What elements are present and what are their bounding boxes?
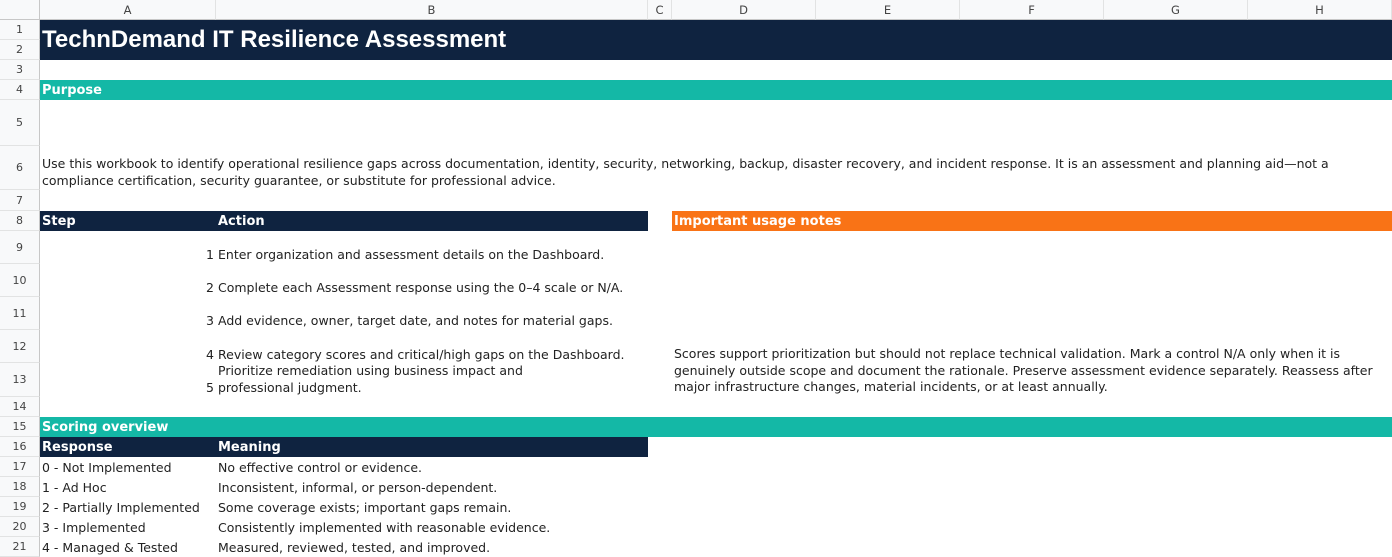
meaning-column-header[interactable]: Meaning — [218, 439, 281, 455]
row-header-2[interactable]: 2 — [0, 40, 40, 60]
scoring-response[interactable]: 3 - Implemented — [42, 520, 146, 535]
purpose-text[interactable]: Use this workbook to identify operational resilience gaps across documentation, identity, security, networking, backup, disaster recovery, and incident response. It is an assessment and planning aid—not a compliance certification, security guarantee, or substitute for professional advice. — [42, 156, 1329, 188]
row-header-21[interactable]: 21 — [0, 537, 40, 557]
page-title: TechnDemand IT Resilience Assessment — [42, 26, 507, 53]
response-column-header[interactable]: Response — [42, 439, 113, 455]
scoring-response[interactable]: 0 - Not Implemented — [42, 460, 172, 475]
scoring-table-header — [40, 437, 648, 457]
step-number[interactable]: 1 — [206, 247, 214, 262]
title-cell[interactable] — [40, 20, 1392, 60]
steps-header-row — [40, 211, 648, 231]
notes-header-cell[interactable] — [672, 211, 1392, 231]
notes-text[interactable]: Scores support prioritization but should not replace technical validation. Mark a control N/A only when it is genuinely outside scope and document the rationale. Preserve assessment evidence separately. Reassess after major infrastructure changes, material incidents, or at least annually. — [674, 346, 1373, 394]
row-header-1[interactable]: 1 — [0, 20, 40, 40]
row-header-9[interactable]: 9 — [0, 231, 40, 264]
row-header-13[interactable]: 13 — [0, 363, 40, 397]
step-column-header[interactable]: Step — [42, 213, 76, 229]
step-number[interactable]: 4 — [206, 347, 214, 362]
row-header-6[interactable]: 6 — [0, 146, 40, 190]
row-header-19[interactable]: 19 — [0, 497, 40, 517]
scoring-header: Scoring overview — [42, 419, 169, 435]
step-action[interactable]: Add evidence, owner, target date, and notes for material gaps. — [218, 313, 613, 328]
scoring-header-cell[interactable] — [40, 417, 1392, 437]
action-column-header[interactable]: Action — [218, 213, 265, 229]
scoring-meaning[interactable]: Consistently implemented with reasonable evidence. — [218, 520, 551, 535]
scoring-response[interactable]: 1 - Ad Hoc — [42, 480, 107, 495]
column-header-f[interactable]: F — [960, 0, 1104, 20]
row-header-4[interactable]: 4 — [0, 80, 40, 100]
row-header-10[interactable]: 10 — [0, 264, 40, 297]
step-number[interactable]: 2 — [206, 280, 214, 295]
row-header-5[interactable]: 5 — [0, 100, 40, 146]
row-header-17[interactable]: 17 — [0, 457, 40, 477]
purpose-header: Purpose — [42, 82, 102, 98]
column-header-d[interactable]: D — [672, 0, 816, 20]
step-action[interactable]: Prioritize remediation using business impact and professional judgment. — [218, 363, 523, 395]
row-header-8[interactable]: 8 — [0, 211, 40, 231]
scoring-response[interactable]: 4 - Managed & Tested — [42, 540, 178, 555]
step-action[interactable]: Enter organization and assessment details on the Dashboard. — [218, 247, 605, 262]
purpose-header-cell[interactable] — [40, 80, 1392, 100]
scoring-meaning[interactable]: Some coverage exists; important gaps remain. — [218, 500, 512, 515]
column-header-c[interactable]: C — [648, 0, 672, 20]
column-header-a[interactable]: A — [40, 0, 216, 20]
scoring-meaning[interactable]: No effective control or evidence. — [218, 460, 422, 475]
step-number[interactable]: 3 — [206, 313, 214, 328]
row-header-14[interactable]: 14 — [0, 397, 40, 417]
row-header-3[interactable]: 3 — [0, 60, 40, 80]
row-header-16[interactable]: 16 — [0, 437, 40, 457]
column-header-b[interactable]: B — [216, 0, 648, 20]
column-header-g[interactable]: G — [1104, 0, 1248, 20]
row-header-20[interactable]: 20 — [0, 517, 40, 537]
row-header-15[interactable]: 15 — [0, 417, 40, 437]
step-number[interactable]: 5 — [206, 380, 214, 395]
scoring-meaning[interactable]: Inconsistent, informal, or person-dependent. — [218, 480, 498, 495]
select-all-corner[interactable] — [0, 0, 40, 20]
row-header-12[interactable]: 12 — [0, 330, 40, 363]
column-header-e[interactable]: E — [816, 0, 960, 20]
row-header-11[interactable]: 11 — [0, 297, 40, 330]
column-header-h[interactable]: H — [1248, 0, 1392, 20]
row-header-18[interactable]: 18 — [0, 477, 40, 497]
step-action[interactable]: Complete each Assessment response using the 0–4 scale or N/A. — [218, 280, 624, 295]
step-action[interactable]: Review category scores and critical/high gaps on the Dashboard. — [218, 347, 625, 362]
scoring-response[interactable]: 2 - Partially Implemented — [42, 500, 200, 515]
notes-header: Important usage notes — [674, 213, 842, 229]
row-header-7[interactable]: 7 — [0, 190, 40, 211]
scoring-meaning[interactable]: Measured, reviewed, tested, and improved. — [218, 540, 491, 555]
